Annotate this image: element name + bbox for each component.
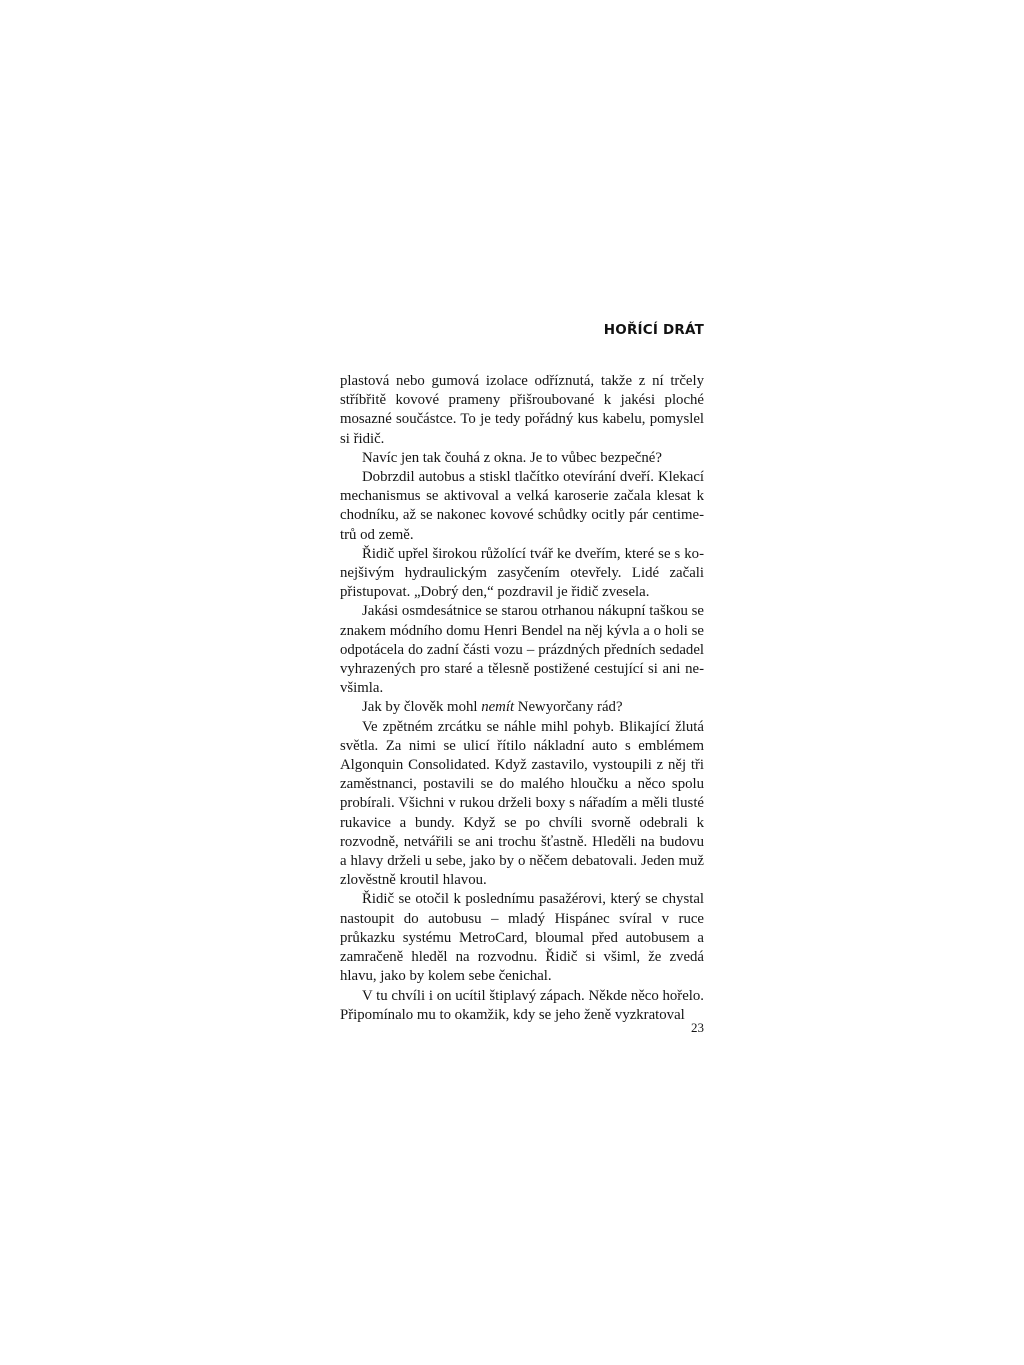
paragraph-6-end: Newyorčany rád? xyxy=(514,699,623,716)
paragraph-8: Řidič se otočil k poslednímu pasažérovi, který se chystal nastoupit do autobusu – mladý Hispánec svíral v ruce průkazku systému MetroCard, bloumal před autobusem a zamračeně hleděl na rozvodnu. Řidič si všiml, že zvedá hlavu, jako by kolem sebe čenichal. xyxy=(340,891,704,985)
paragraph-1: plastová nebo gumová izolace odříznutá, takže z ní trčely stříbřitě kovové prameny přišroubované k jakési ploché mosazné součástce. To je tedy pořádný kus kabelu, pomyslel si řidič. xyxy=(340,373,704,447)
running-head-title: HOŘÍCÍ DRÁT xyxy=(603,322,704,338)
paragraph-2: Navíc jen tak čouhá z okna. Je to vůbec bezpečné? xyxy=(362,449,662,466)
paragraph-5: Jakási osmdesátnice se starou otrhanou nákupní taškou se znakem módního domu Henri Bendel na něj kývla a o holi se odpotácela do zadní části vozu – prázdných předních sedadel vyhrazených pro staré a tělesně postižené cestující si ani nevšimla. xyxy=(340,603,704,697)
paragraph-9: V tu chvíli i on ucítil štiplavý zápach. Někde něco hořelo. Připomínalo mu to okamžik, kdy se jeho ženě vyzkratoval xyxy=(340,987,704,1023)
paragraph-3: Dobrzdil autobus a stiskl tlačítko otevírání dveří. Klekací mechanismus se aktivoval a velká karoserie začala klesat k chodníku, až se nakonec kovové schůdky ocitly pár centimetrů od země. xyxy=(340,469,704,543)
body-text xyxy=(340,372,704,1025)
paragraph-6-start: Jak by člověk mohl xyxy=(362,699,482,716)
paragraph-4: Řidič upřel širokou růžolící tvář ke dveřím, které se s konejšivým hydraulickým zasyčením otevřely. Lidé začali přistupovat. „Dobrý den,“ pozdravil je řidič zvesela. xyxy=(340,545,704,601)
emphasized-word: nemít xyxy=(481,699,515,716)
paragraph-7: Ve zpětném zrcátku se náhle mihl pohyb. Blikající žlutá světla. Za nimi se ulicí řítilo nákladní auto s emblémem Algonquin Consolidated. Když zastavilo, vystoupili z něj tři zaměstnanci, postavili se do malého hloučku a něco spolu probírali. Všichni v rukou drželi boxy s nářadím a měli tlusté rukavice a bundy. Když se po chvíli svorně odebrali k rozvodně, netvářili se ani trochu šťastně. Hleděli na budovu a hlavy drželi u sebe, jako by o něčem debatovali. Jeden muž zlověstně kroutil hlavou. xyxy=(340,718,704,889)
paragraph-6 xyxy=(340,698,704,717)
page-number: 23 xyxy=(691,1020,704,1035)
